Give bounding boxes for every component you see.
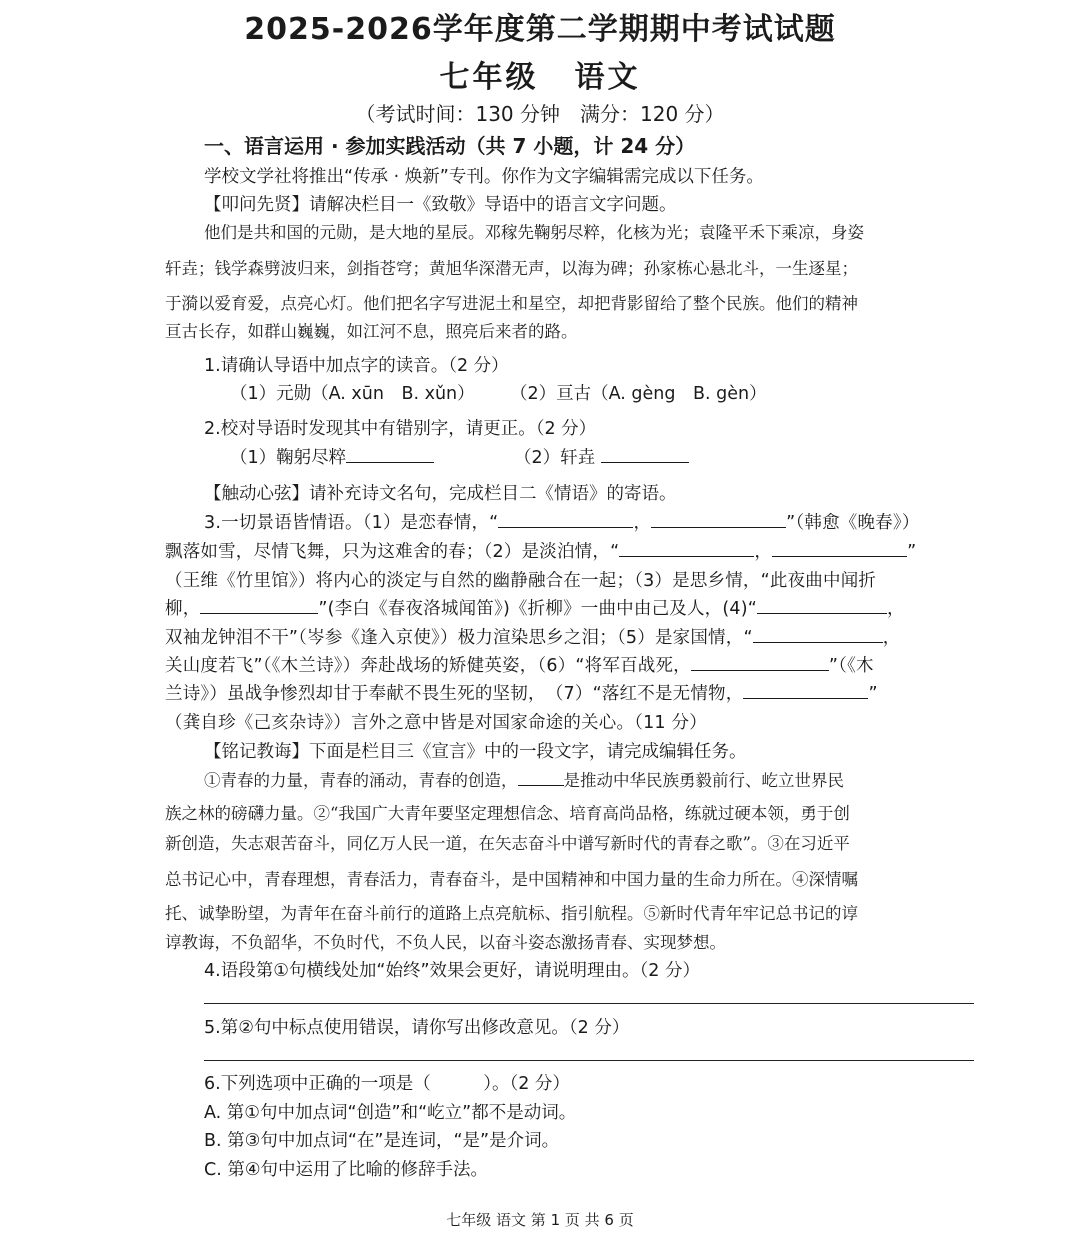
answer-blank[interactable] (757, 595, 887, 614)
q2-item-1: （1）鞠躬尽粹 (230, 444, 434, 469)
answer-blank[interactable] (691, 652, 829, 671)
passage3-line: 族之林的磅礴力量。②“我国广大青年要坚定理想信念、培育高尚品格，练就过硬本领，勇于创 (165, 804, 850, 823)
part3-label: 【铭记教诲】下面是栏目三《宣言》中的一段文字，请完成编辑任务。 (204, 742, 747, 762)
q3-line: 双袖龙钟泪不干”（岑参《逢入京使》）极力渲染思乡之泪；（5）是家国情，“ ， (165, 624, 900, 649)
passage1-line: 于漪以爱育爱，点亮心灯。他们把名字写进泥土和星空，却把背影留给了整个民族。他们的精神 (165, 294, 858, 313)
q2-stem: 2.校对导语时发现其中有错别字，请更正。（2 分） (204, 419, 597, 439)
q3-line: 飘落如雪，尽情飞舞，只为这难舍的春；（2）是淡泊情，“ ， ” (165, 538, 916, 563)
q3-line: 兰诗》）虽战争惨烈却甘于奉献不畏生死的坚韧， （7）“落红不是无情物， ” (165, 680, 878, 705)
answer-blank[interactable] (753, 624, 883, 643)
q4-stem: 4.语段第①句横线处加“始终”效果会更好，请说明理由。（2 分） (204, 961, 700, 981)
q3-line: 柳， ”(李白《春夜洛城闻笛》)《折柳》一曲中由己及人，(4)“ ， (165, 595, 905, 620)
answer-blank[interactable] (518, 767, 564, 786)
passage3-line: 谆教诲，不负韶华，不负时代，不负人民，以奋斗姿态激扬青春、实现梦想。 (165, 933, 726, 952)
answer-blank[interactable] (619, 538, 754, 557)
section-intro: 学校文学社将推出“传承 · 焕新”专刊。你作为文字编辑需完成以下任务。 (204, 167, 764, 187)
passage3-line: 总书记心中，青春理想，青春活力，青春奋斗，是中国精神和中国力量的生命力所在。④深情嘱 (165, 870, 858, 889)
q3-line: （王维《竹里馆》）将内心的淡定与自然的幽静融合在一起；（3）是思乡情，“此夜曲中闻折 (165, 571, 877, 591)
q3-line: （龚自珍《己亥杂诗》）言外之意中皆是对国家命途的关心。（11 分） (165, 713, 707, 733)
answer-line[interactable] (204, 1003, 974, 1004)
answer-blank[interactable] (346, 444, 434, 463)
answer-blank[interactable] (772, 538, 907, 557)
answer-blank[interactable] (498, 509, 633, 528)
passage3-line: 新创造，失志艰苦奋斗，同亿万人民一道，在矢志奋斗中谱写新时代的青春之歌”。③在习近平 (165, 834, 850, 853)
answer-blank[interactable] (601, 444, 689, 463)
exam-title: 2025-2026学年度第二学期期中考试试题 (244, 12, 836, 47)
grade-subject (0, 52, 1080, 96)
q1-stem: 1.请确认导语中加点字的读音。（2 分） (204, 356, 509, 376)
subject: 语文 (574, 60, 641, 95)
q6-option-b: B. 第③句中加点词“在”是连词，“是”是介词。 (204, 1131, 560, 1151)
section-heading: 一、语言运用 · 参加实践活动（共 7 小题，计 24 分） (204, 134, 696, 158)
q1-option-1: （1）元勋（A. xūn B. xǔn） (230, 384, 475, 404)
q3-line: 3.一切景语皆情语。（1）是恋春情，“ ， ”（韩愈《晚春》） (204, 509, 920, 534)
part1-label: 【叩问先贤】请解决栏目一《致敬》导语中的语言文字问题。 (204, 195, 677, 215)
exam-info: （考试时间：130 分钟 满分：120 分） (355, 102, 725, 126)
answer-blank[interactable] (200, 595, 318, 614)
part2-label: 【触动心弦】请补充诗文名句，完成栏目二《情语》的寄语。 (204, 484, 677, 504)
q6-stem: 6.下列选项中正确的一项是（ ）。（2 分） (204, 1074, 570, 1094)
grade: 七年级 (439, 60, 539, 95)
passage1-line: 他们是共和国的元勋，是大地的星辰。邓稼先鞠躬尽粹，化核为光；袁隆平禾下乘凉，身姿 (204, 223, 864, 242)
passage1-line: 轩垚；钱学森劈波归来，剑指苍穹；黄旭华深潜无声，以海为碑；孙家栋心悬北斗，一生逐星； (165, 259, 858, 278)
q1-option-2: （2）亘古（A. gèng B. gèn） (510, 384, 767, 404)
passage1-line: 亘古长存，如群山巍巍，如江河不息，照亮后来者的路。 (165, 322, 578, 341)
q2-item-2: （2）轩垚 (514, 444, 689, 469)
passage3-line: ①青春的力量，青春的涌动，青春的创造， 是推动中华民族勇毅前行、屹立世界民 (204, 767, 844, 791)
page-footer: 七年级 语文 第 1 页 共 6 页 (446, 1211, 634, 1229)
passage3-line: 托、诚挚盼望，为青年在奋斗前行的道路上点亮航标、指引航程。⑤新时代青年牢记总书记的谆 (165, 904, 858, 923)
answer-blank[interactable] (743, 680, 868, 699)
answer-blank[interactable] (651, 509, 786, 528)
q3-line: 关山度若飞”（《木兰诗》）奔赴战场的矫健英姿，（6）“将军百战死， ”（《木 (165, 652, 874, 677)
q6-option-a: A. 第①句中加点词“创造”和“屹立”都不是动词。 (204, 1103, 577, 1123)
q6-option-c: C. 第④句中运用了比喻的修辞手法。 (204, 1160, 489, 1180)
answer-line[interactable] (204, 1060, 974, 1061)
q5-stem: 5.第②句中标点使用错误，请你写出修改意见。（2 分） (204, 1018, 630, 1038)
